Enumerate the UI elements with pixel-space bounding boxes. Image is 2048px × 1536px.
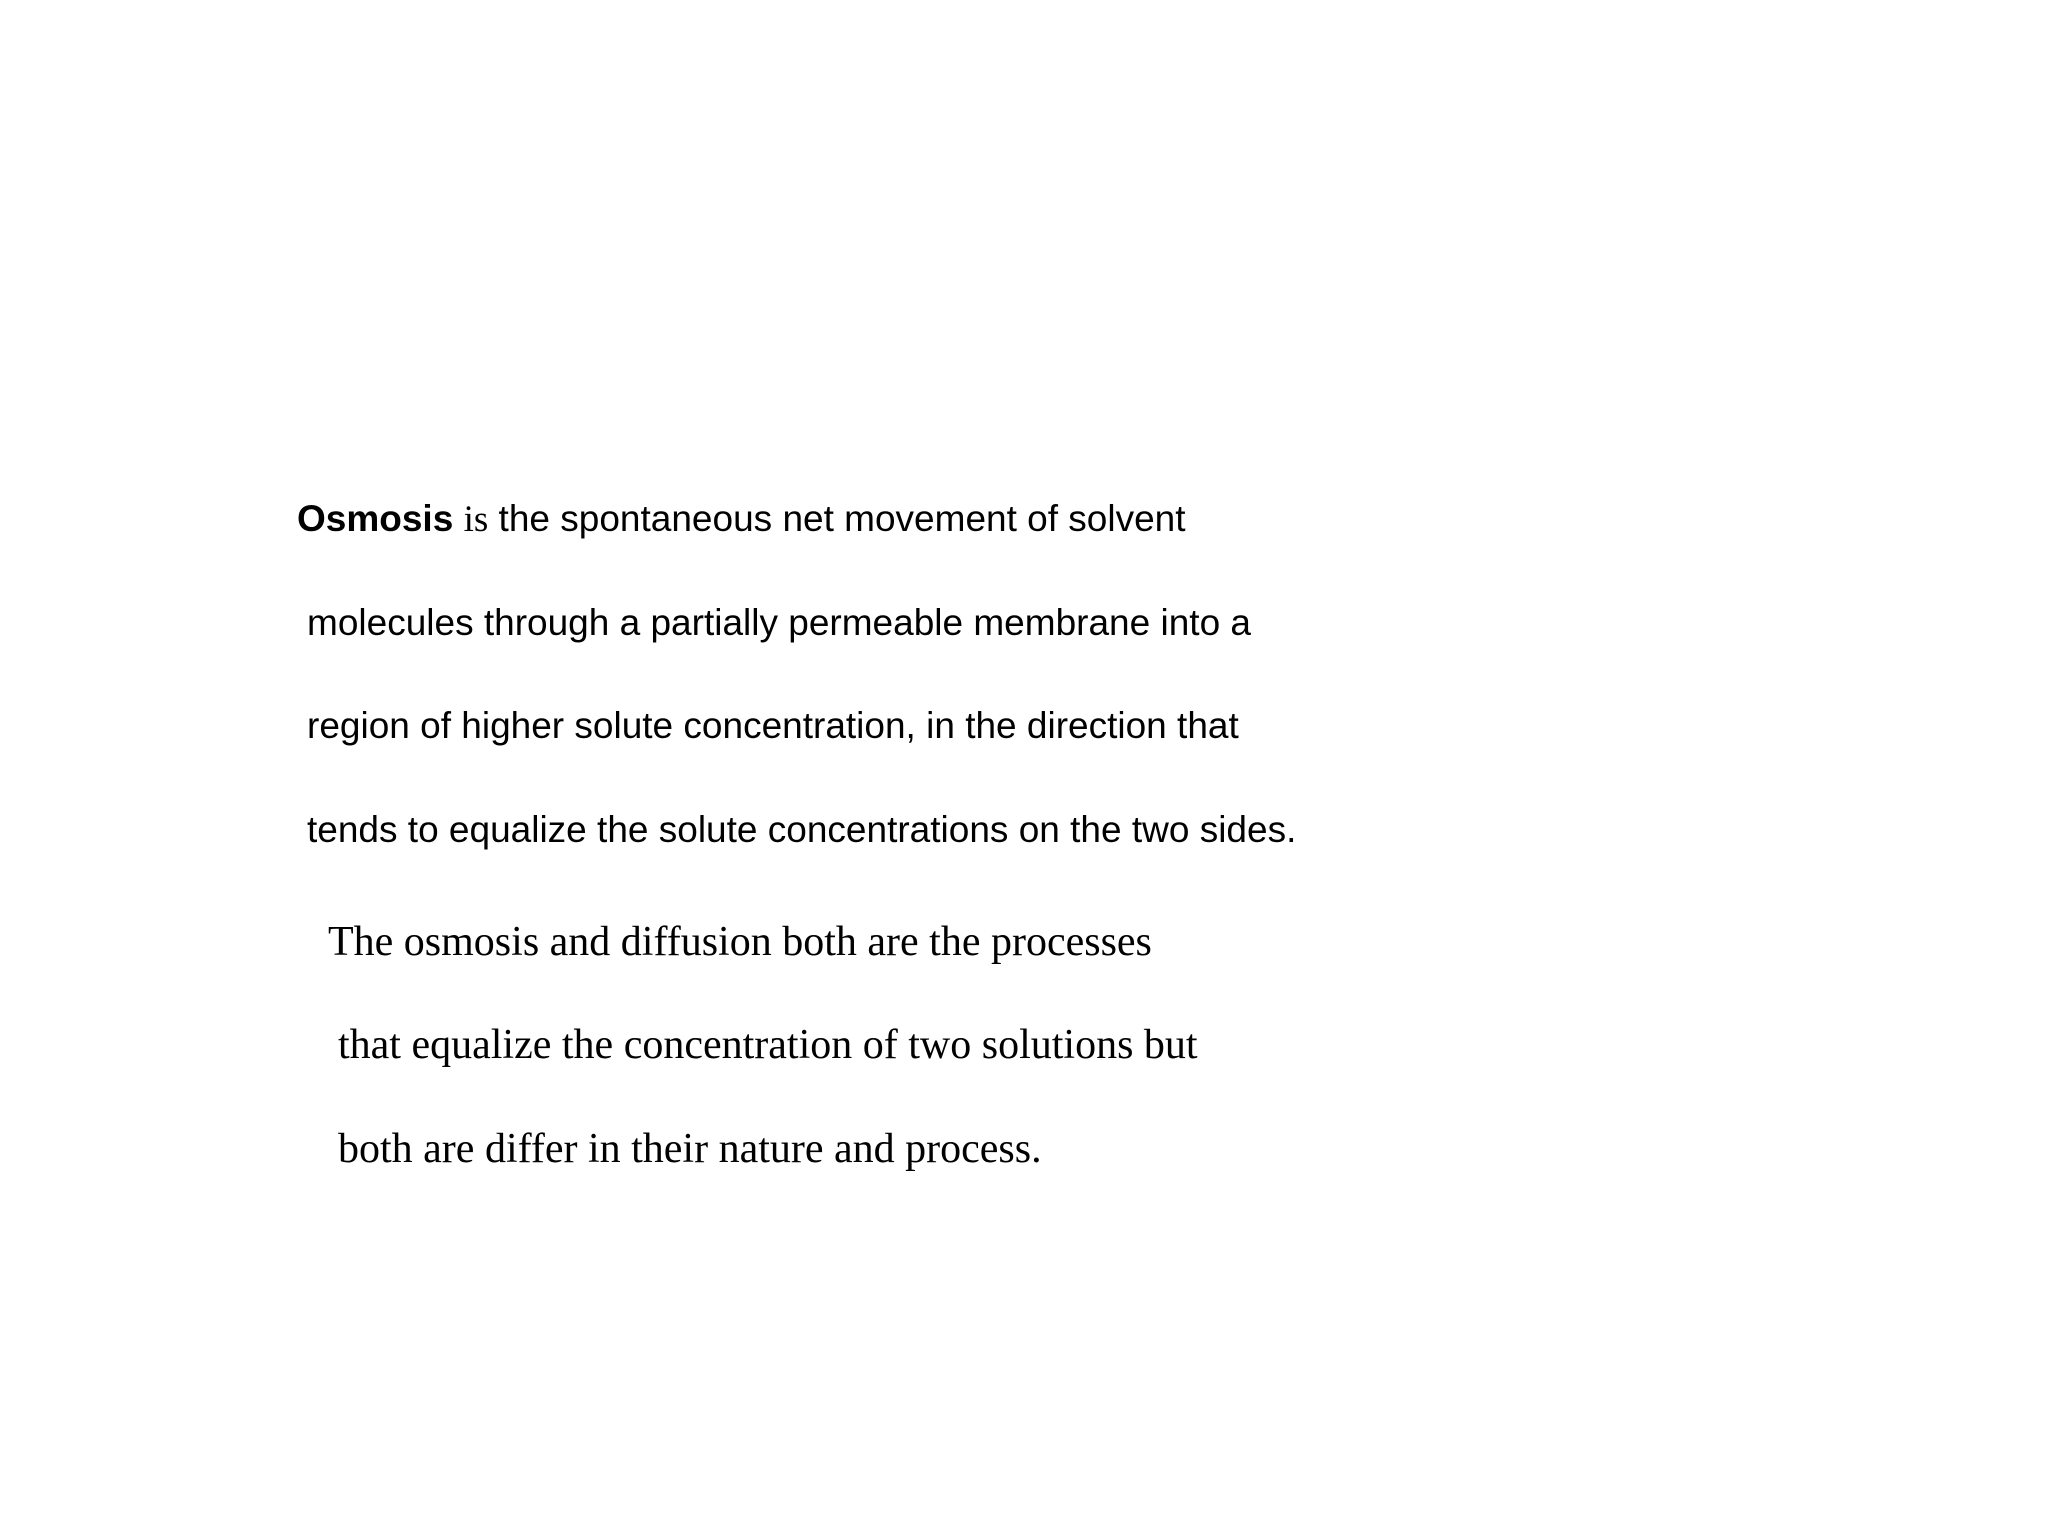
definition-line-1: [297, 500, 1186, 538]
comparison-line-2: that equalize the concentration of two solutions but: [338, 1022, 1198, 1068]
definition-line-3: region of higher solute concentration, in the direction that: [307, 705, 1239, 746]
definition-term: Osmosis: [297, 498, 454, 539]
comparison-line-3: both are differ in their nature and process.: [338, 1126, 1042, 1172]
definition-is-word: is: [463, 499, 489, 540]
definition-line-4: tends to equalize the solute concentrations on the two sides.: [307, 809, 1297, 850]
definition-line-2: molecules through a partially permeable membrane into a: [307, 602, 1252, 643]
comparison-line-1: The osmosis and diffusion both are the processes: [328, 919, 1152, 965]
definition-line-1-text: the spontaneous net movement of solvent: [488, 498, 1186, 539]
